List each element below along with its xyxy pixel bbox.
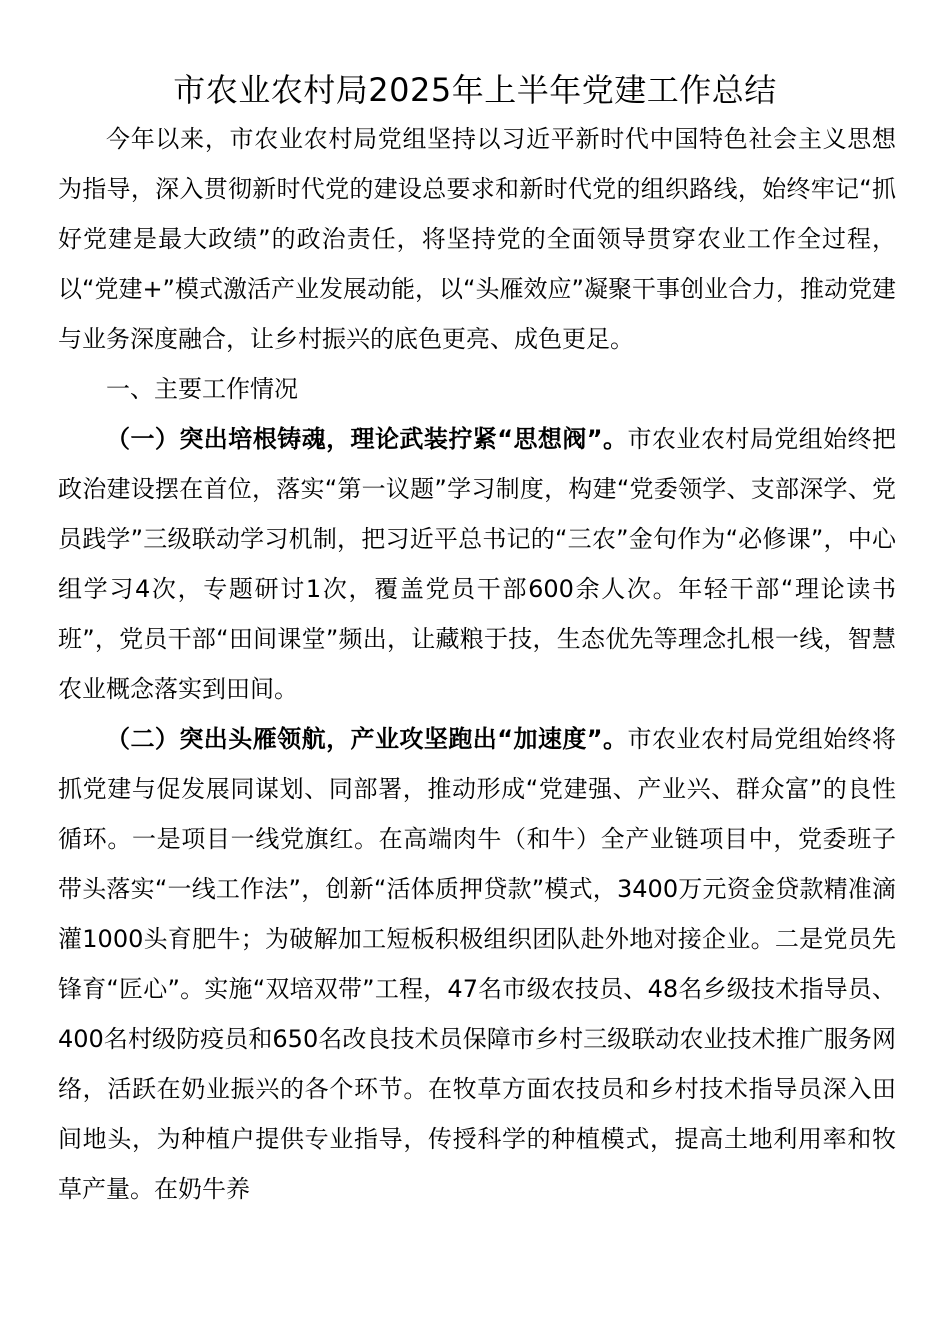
item-heading-1: （一）突出培根铸魂，理论武装拧紧“思想阀”。 bbox=[106, 425, 628, 453]
document-title: 市农业农村局2025年上半年党建工作总结 bbox=[173, 71, 777, 109]
item-heading-2: （二）突出头雁领航，产业攻坚跑出“加速度”。 bbox=[106, 725, 628, 753]
section-heading: 一、主要工作情况 bbox=[106, 375, 298, 403]
item-text-1: 市农业农村局党组始终把政治建设摆在首位，落实“第一议题”学习制度，构建“党委领学、支部深学、党员践学”三级联动学习机制，把习近平总书记的“三农”金句作为“必修课”，中心组学习4次，专题研讨1次，覆盖党员干部600余人次。年轻干部“理论读书班”，党员干部“田间课堂”频出，让藏粮于技，生态优先等理念扎根一线，智慧农业概念落实到田间。 bbox=[58, 425, 897, 703]
item-text-2: 市农业农村局党组始终将抓党建与促发展同谋划、同部署，推动形成“党建强、产业兴、群众富”的良性循环。一是项目一线党旗红。在高端肉牛（和牛）全产业链项目中，党委班子带头落实“一线工作法”，创新“活体质押贷款”模式，3400万元资金贷款精准滴灌1000头育肥牛；为破解加工短板积极组织团队赴外地对接企业。二是党员先锋育“匠心”。实施“双培双带”工程，47名市级农技员、48名乡级技术指导员、400名村级防疫员和650名改良技术员保障市乡村三级联动农业技术推广服务网络，活跃在奶业振兴的各个环节。在牧草方面农技员和乡村技术指导员深入田间地头，为种植户提供专业指导，传授科学的种植模式，提高土地利用率和牧草产量。在奶牛养 bbox=[58, 725, 897, 1203]
item-paragraph-2 bbox=[58, 714, 896, 1214]
item-paragraph-1 bbox=[58, 414, 896, 714]
document-body bbox=[58, 114, 896, 1214]
intro-paragraph: 今年以来，市农业农村局党组坚持以习近平新时代中国特色社会主义思想为指导，深入贯彻新时代党的建设总要求和新时代党的组织路线，始终牢记“抓好党建是最大政绩”的政治责任，将坚持党的全面领导贯穿农业工作全过程，以“党建+”模式激活产业发展动能，以“头雁效应”凝聚干事创业合力，推动党建与业务深度融合，让乡村振兴的底色更亮、成色更足。 bbox=[58, 125, 896, 353]
